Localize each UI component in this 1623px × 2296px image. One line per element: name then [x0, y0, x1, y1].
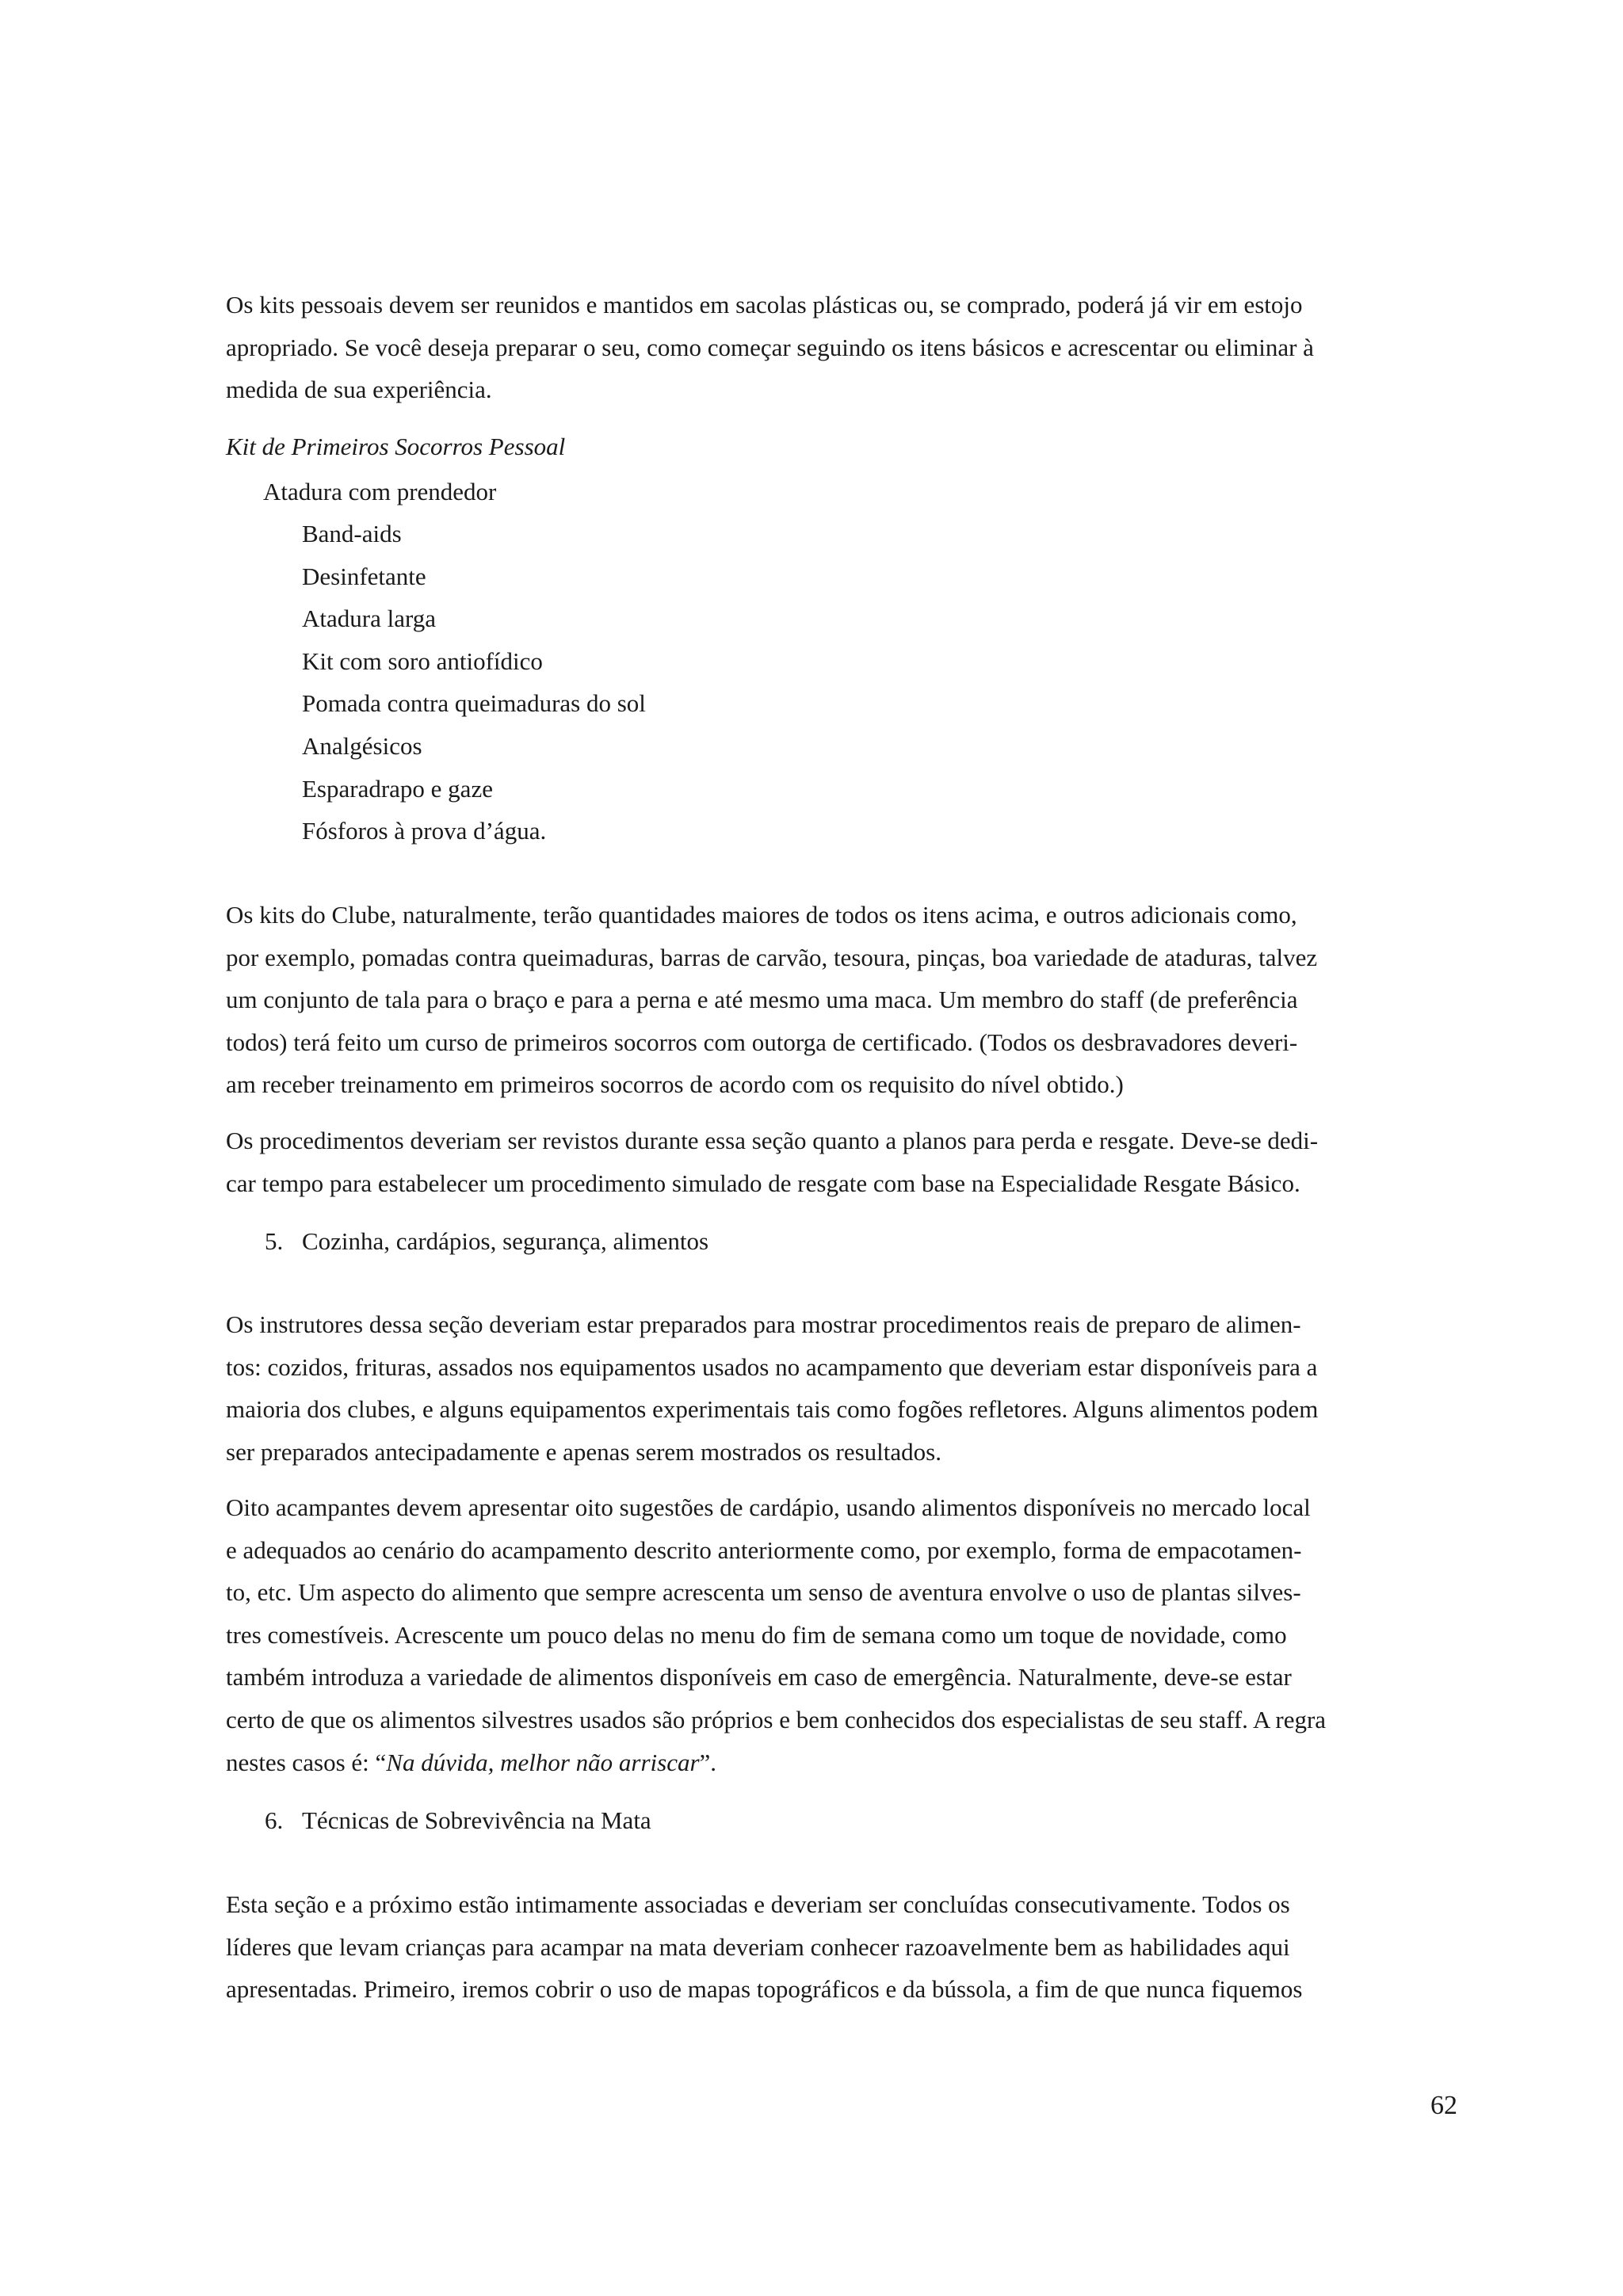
intro-paragraph	[226, 284, 1438, 411]
text-line: e adequados ao cenário do acampamento descrito anteriormente como, por exemplo, forma de empacotamen-	[226, 1535, 1302, 1564]
text-line: Esta seção e a próximo estão intimamente associadas e deveriam ser concluídas consecutivamente. Todos os	[226, 1890, 1290, 1918]
section-heading-5	[265, 1220, 708, 1263]
text-line: todos) terá feito um curso de primeiros socorros com outorga de certificado. (Todos os desbravadores deveri-	[226, 1028, 1298, 1056]
text-line: apropriado. Se você deseja preparar o seu, como começar seguindo os itens básicos e acrescentar ou eliminar à	[226, 333, 1314, 361]
list-item: Band-aids	[302, 520, 402, 547]
list-item: Esparadrapo e gaze	[302, 774, 493, 803]
text-line	[226, 1741, 1438, 1784]
list-item: Fósforos à prova d’água.	[302, 817, 547, 845]
text-line: Os kits pessoais devem ser reunidos e mantidos em sacolas plásticas ou, se comprado, poderá já vir em estojo	[226, 291, 1303, 318]
section-number: 6.	[265, 1806, 284, 1834]
forest-paragraph	[226, 1883, 1438, 2011]
emphasized-quote: Na dúvida, melhor não arriscar	[386, 1748, 700, 1776]
text-line: por exemplo, pomadas contra queimaduras, barras de carvão, tesoura, pinças, boa variedade de ataduras, talvez	[226, 943, 1318, 971]
club-kits-paragraph	[226, 894, 1438, 1106]
text-line: Os kits do Clube, naturalmente, terão quantidades maiores de todos os itens acima, e outros adicionais como,	[226, 901, 1297, 929]
text-line: Oito acampantes devem apresentar oito sugestões de cardápio, usando alimentos disponíveis no mercado local	[226, 1493, 1311, 1521]
text-line: tos: cozidos, frituras, assados nos equipamentos usados no acampamento que deveriam estar disponíveis para a	[226, 1352, 1318, 1381]
kit-item-list	[302, 513, 646, 852]
text-line: também introduza a variedade de alimentos disponíveis em caso de emergência. Naturalmente, deve-se estar	[226, 1663, 1292, 1691]
text-line: apresentadas. Primeiro, iremos cobrir o uso de mapas topográficos e da bússola, a fim de que nunca fiquemos	[226, 1975, 1303, 2004]
list-item: Analgésicos	[302, 731, 422, 760]
text-line: am receber treinamento em primeiros socorros de acordo com os requisito do nível obtido.)	[226, 1070, 1124, 1099]
list-item: Desinfetante	[302, 562, 426, 590]
kit-first-item: Atadura com prendedor	[263, 478, 497, 505]
text-line: Os procedimentos deveriam ser revistos durante essa seção quanto a planos para perda e resgate. Deve-se dedi-	[226, 1127, 1319, 1154]
list-item: Atadura larga	[302, 605, 436, 633]
campers-paragraph	[226, 1486, 1438, 1783]
kit-title: Kit de Primeiros Socorros Pessoal	[226, 433, 566, 460]
text-line: tres comestíveis. Acrescente um pouco delas no menu do fim de semana como um toque de novidade, como	[226, 1620, 1287, 1649]
list-item: Pomada contra queimaduras do sol	[302, 689, 646, 718]
page-number: 62	[1430, 2091, 1457, 2120]
section-number: 5.	[265, 1227, 284, 1255]
section-title: Cozinha, cardápios, segurança, alimentos	[302, 1227, 709, 1255]
text-line: líderes que levam crianças para acampar na mata deveriam conhecer razoavelmente bem as habilidades aqui	[226, 1932, 1290, 1961]
list-item: Kit com soro antiofídico	[302, 646, 543, 675]
section-title: Técnicas de Sobrevivência na Mata	[302, 1806, 651, 1834]
text-line: Os instrutores dessa seção deveriam estar preparados para mostrar procedimentos reais de preparo de alimen-	[226, 1310, 1301, 1338]
text-line: medida de sua experiência.	[226, 376, 492, 404]
section-heading-6	[265, 1799, 651, 1842]
instructors-paragraph	[226, 1303, 1438, 1473]
procedures-paragraph	[226, 1119, 1438, 1204]
text-fragment: nestes casos é: “	[226, 1748, 387, 1776]
text-fragment: ”.	[699, 1748, 717, 1776]
text-line: ser preparados antecipadamente e apenas serem mostrados os resultados.	[226, 1437, 941, 1466]
text-line: car tempo para estabelecer um procedimento simulado de resgate com base na Especialidade Resgate Básico.	[226, 1169, 1300, 1197]
text-line: certo de que os alimentos silvestres usados são próprios e bem conhecidos dos especialistas de seu staff. A regra	[226, 1705, 1327, 1733]
text-line: to, etc. Um aspecto do alimento que sempre acrescenta um senso de aventura envolve o uso de plantas silves-	[226, 1578, 1301, 1607]
text-line: um conjunto de tala para o braço e para a perna e até mesmo uma maca. Um membro do staff (de preferência	[226, 986, 1298, 1014]
text-line: maioria dos clubes, e alguns equipamentos experimentais tais como fogões refletores. Alguns alimentos podem	[226, 1395, 1319, 1424]
